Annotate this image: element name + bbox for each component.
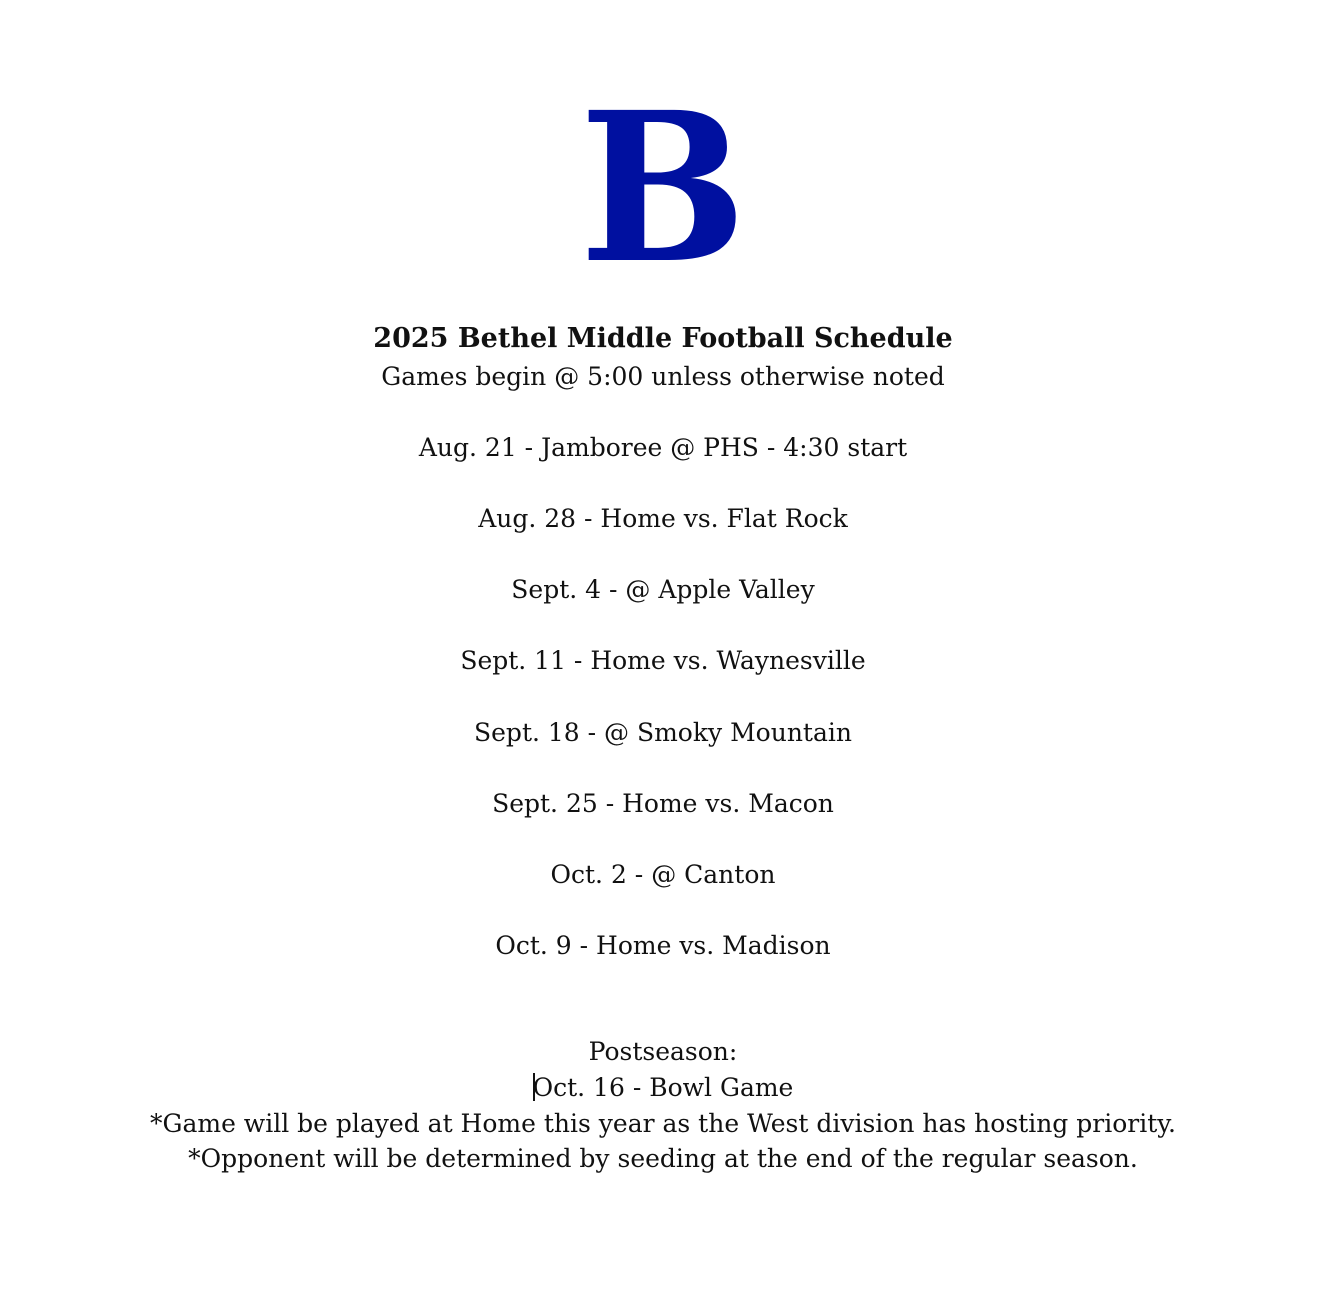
school-logo (27, 67, 1300, 309)
schedule-item: Aug. 21 - Jamboree @ PHS - 4:30 start (418, 433, 908, 462)
postseason-game: Oct. 16 - Bowl Game (532, 1073, 794, 1102)
postseason-note: *Game will be played at Home this year as the West division has hosting priority. (149, 1109, 1176, 1138)
schedule-item: Sept. 11 - Home vs. Waynesville (460, 646, 866, 675)
logo-letter: B (579, 67, 747, 309)
schedule-item: Sept. 25 - Home vs. Macon (492, 789, 834, 818)
page-title: 2025 Bethel Middle Football Schedule (373, 323, 953, 354)
postseason-heading: Postseason: (588, 1037, 738, 1066)
postseason-game-line[interactable] (0, 1072, 1326, 1104)
schedule-item: Oct. 9 - Home vs. Madison (495, 931, 831, 960)
postseason-note: *Opponent will be determined by seeding at the end of the regular season. (188, 1144, 1138, 1173)
schedule-item: Aug. 28 - Home vs. Flat Rock (478, 504, 848, 533)
schedule-item: Sept. 18 - @ Smoky Mountain (474, 718, 852, 747)
schedule-item: Oct. 2 - @ Canton (550, 860, 776, 889)
page-subtitle: Games begin @ 5:00 unless otherwise noted (381, 362, 945, 391)
schedule-item: Sept. 4 - @ Apple Valley (511, 575, 815, 604)
